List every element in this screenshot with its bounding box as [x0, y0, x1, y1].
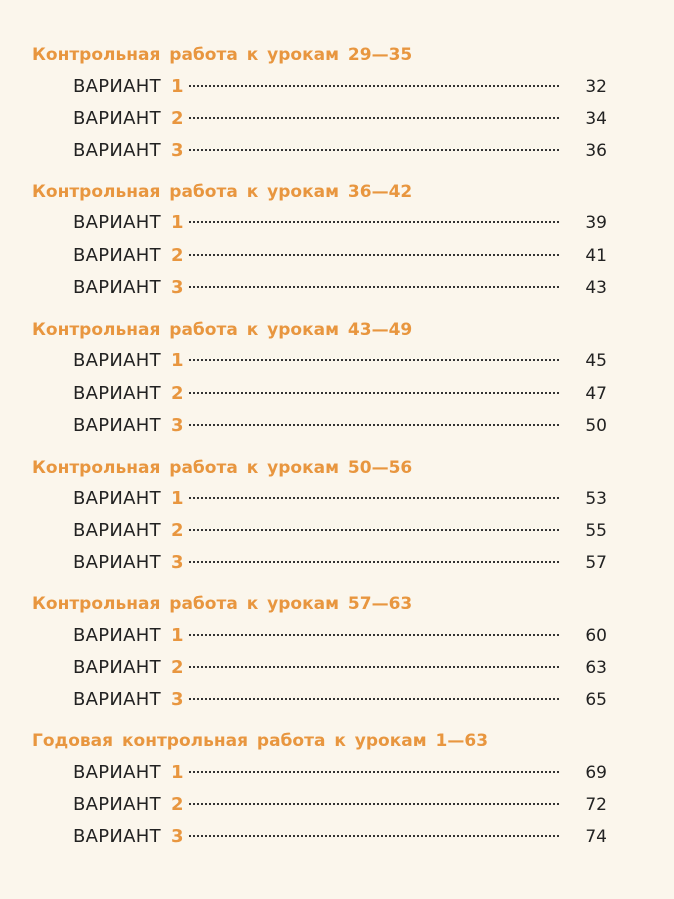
- entry-number: 1: [170, 212, 184, 233]
- section-title: Годовая контрольная работа к урокам 1—63: [32, 731, 489, 751]
- entry-label: ВАРИАНТ: [73, 826, 161, 847]
- dot-leader: [189, 771, 559, 773]
- dot-leader: [189, 803, 559, 805]
- entry-label: ВАРИАНТ: [73, 552, 161, 573]
- toc-entry[interactable]: [73, 379, 607, 409]
- entry-page-number: 72: [585, 795, 607, 815]
- entry-label: ВАРИАНТ: [73, 415, 161, 436]
- entry-page-number: 57: [585, 553, 607, 573]
- entry-label: ВАРИАНТ: [73, 488, 161, 509]
- entry-page-number: 36: [585, 141, 607, 161]
- entry-number: 3: [170, 140, 184, 161]
- entry-label: ВАРИАНТ: [73, 657, 161, 678]
- section-title: Контрольная работа к урокам 29—35: [32, 45, 413, 65]
- entry-page-number: 53: [585, 489, 607, 509]
- entry-label: ВАРИАНТ: [73, 383, 161, 404]
- dot-leader: [189, 85, 559, 87]
- toc-entry[interactable]: [73, 104, 607, 134]
- dot-leader: [189, 221, 559, 223]
- entry-page-number: 45: [585, 351, 607, 371]
- entry-number: 3: [170, 826, 184, 847]
- entry-page-number: 50: [585, 416, 607, 436]
- entry-label: ВАРИАНТ: [73, 350, 161, 371]
- entry-number: 3: [170, 415, 184, 436]
- dot-leader: [189, 634, 559, 636]
- toc-entry[interactable]: [73, 136, 607, 166]
- entry-number: 1: [170, 488, 184, 509]
- dot-leader: [189, 835, 559, 837]
- entry-number: 3: [170, 552, 184, 573]
- entry-page-number: 47: [585, 384, 607, 404]
- entry-page-number: 43: [585, 278, 607, 298]
- entry-number: 2: [170, 520, 184, 541]
- dot-leader: [189, 698, 559, 700]
- dot-leader: [189, 359, 559, 361]
- toc-entry[interactable]: [73, 346, 607, 376]
- toc-entry[interactable]: [73, 72, 607, 102]
- entry-label: ВАРИАНТ: [73, 794, 161, 815]
- entry-number: 2: [170, 657, 184, 678]
- dot-leader: [189, 254, 559, 256]
- entry-number: 2: [170, 245, 184, 266]
- entry-page-number: 69: [585, 763, 607, 783]
- entry-label: ВАРИАНТ: [73, 520, 161, 541]
- section-title: Контрольная работа к урокам 57—63: [32, 594, 413, 614]
- toc-entry[interactable]: [73, 484, 607, 514]
- entry-label: ВАРИАНТ: [73, 689, 161, 710]
- dot-leader: [189, 561, 559, 563]
- entry-label: ВАРИАНТ: [73, 625, 161, 646]
- entry-label: ВАРИАНТ: [73, 108, 161, 129]
- section-title: Контрольная работа к урокам 50—56: [32, 458, 413, 478]
- entry-page-number: 55: [585, 521, 607, 541]
- toc-entry[interactable]: [73, 822, 607, 852]
- toc-entry[interactable]: [73, 685, 607, 715]
- toc-entry[interactable]: [73, 621, 607, 651]
- entry-number: 2: [170, 108, 184, 129]
- entry-label: ВАРИАНТ: [73, 140, 161, 161]
- toc-entry[interactable]: [73, 548, 607, 578]
- section-title: Контрольная работа к урокам 43—49: [32, 320, 413, 340]
- toc-entry[interactable]: [73, 653, 607, 683]
- toc-entry[interactable]: [73, 411, 607, 441]
- entry-page-number: 41: [585, 246, 607, 266]
- entry-page-number: 60: [585, 626, 607, 646]
- section-title: Контрольная работа к урокам 36—42: [32, 182, 413, 202]
- dot-leader: [189, 149, 559, 151]
- dot-leader: [189, 497, 559, 499]
- toc-entry[interactable]: [73, 790, 607, 820]
- toc-entry[interactable]: [73, 273, 607, 303]
- entry-label: ВАРИАНТ: [73, 762, 161, 783]
- entry-number: 2: [170, 794, 184, 815]
- toc-entry[interactable]: [73, 516, 607, 546]
- toc-entry[interactable]: [73, 241, 607, 271]
- entry-number: 3: [170, 689, 184, 710]
- entry-label: ВАРИАНТ: [73, 76, 161, 97]
- entry-label: ВАРИАНТ: [73, 277, 161, 298]
- entry-number: 1: [170, 625, 184, 646]
- entry-number: 1: [170, 350, 184, 371]
- dot-leader: [189, 529, 559, 531]
- entry-page-number: 74: [585, 827, 607, 847]
- dot-leader: [189, 286, 559, 288]
- entry-page-number: 63: [585, 658, 607, 678]
- entry-page-number: 39: [585, 213, 607, 233]
- toc-entry[interactable]: [73, 758, 607, 788]
- entry-number: 1: [170, 762, 184, 783]
- dot-leader: [189, 666, 559, 668]
- entry-number: 2: [170, 383, 184, 404]
- entry-page-number: 65: [585, 690, 607, 710]
- entry-number: 3: [170, 277, 184, 298]
- entry-label: ВАРИАНТ: [73, 245, 161, 266]
- entry-page-number: 32: [585, 77, 607, 97]
- dot-leader: [189, 424, 559, 426]
- entry-label: ВАРИАНТ: [73, 212, 161, 233]
- toc-entry[interactable]: [73, 208, 607, 238]
- dot-leader: [189, 392, 559, 394]
- dot-leader: [189, 117, 559, 119]
- entry-page-number: 34: [585, 109, 607, 129]
- entry-number: 1: [170, 76, 184, 97]
